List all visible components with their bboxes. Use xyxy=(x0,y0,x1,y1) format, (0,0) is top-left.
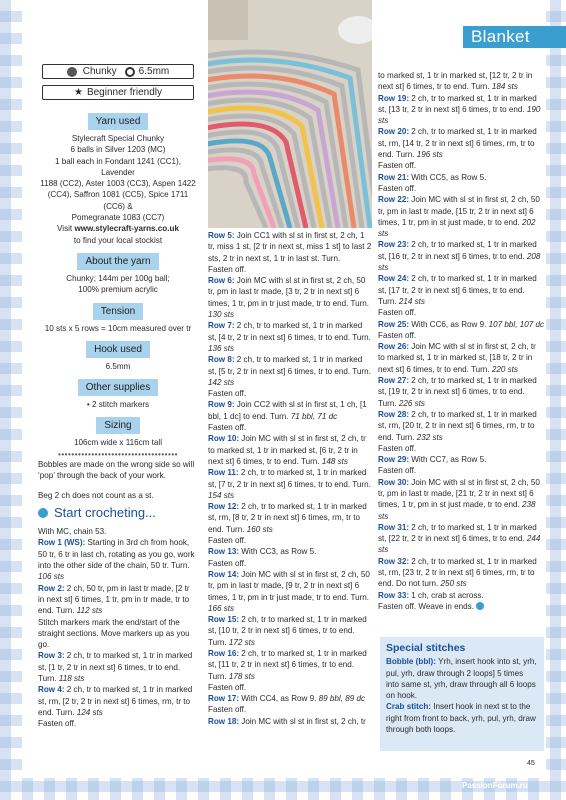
row-list xyxy=(378,70,544,612)
row-text: Join MC with sl st in first st, 2 ch, tr to marked st, 1 tr in marked st, [18 tr, 2 tr in next st] 6 times, tr to end. Turn. xyxy=(378,342,536,374)
instruction-row xyxy=(208,682,372,693)
yarn-website-link[interactable]: www.stylecraft-yarns.co.uk xyxy=(74,224,179,234)
row-text: With CC5, as Row 5. xyxy=(411,172,487,182)
instruction-row xyxy=(378,160,544,171)
row-label: Row 15: xyxy=(208,615,242,625)
stitch-count: 250 sts xyxy=(440,579,467,589)
row-label: Row 33: xyxy=(378,590,412,600)
stitch-count: 160 sts xyxy=(246,524,273,534)
yarn-line: Pomegranate 1083 (CC7) xyxy=(71,213,165,223)
instruction-row xyxy=(378,375,544,409)
row-label: Row 1 (WS): xyxy=(38,538,88,548)
instruction-row xyxy=(378,273,544,307)
stitch-count: 118 sts xyxy=(58,674,85,684)
row-text: Fasten off. xyxy=(208,682,247,692)
row-text: Fasten off. xyxy=(378,443,417,453)
row-text: 2 ch, tr to marked st, 1 tr in marked st, [13 tr, 2 tr in next st] 6 times, tr to end. xyxy=(378,93,537,114)
about-line: Chunky; 144m per 100g ball; xyxy=(66,273,170,283)
instruction-row xyxy=(378,307,544,318)
row-label: Row 8: xyxy=(208,355,237,365)
row-text: to marked st, 1 tr in marked st, [12 tr, 2 tr in next st] 6 times, tr to end. Turn. xyxy=(378,71,533,92)
instruction-row xyxy=(378,194,544,239)
row-text: 2 ch, tr to marked st, 1 tr in marked st, [1 tr, 2 tr in next st] 6 times, tr to end. Turn. xyxy=(38,651,193,684)
instruction-row xyxy=(38,526,198,537)
row-label: Row 24: xyxy=(378,274,412,284)
stitch-count: 154 sts xyxy=(208,490,235,500)
instruction-row xyxy=(208,614,372,648)
stitch-count: 214 sts xyxy=(398,296,425,306)
row-label: Row 7: xyxy=(208,321,237,331)
instruction-row xyxy=(38,718,198,729)
instruction-row xyxy=(208,320,372,354)
stitch-count: 184 sts xyxy=(491,82,518,92)
row-label: Row 3: xyxy=(38,651,67,661)
hook-icon xyxy=(125,67,135,77)
hook-text: 6.5mm xyxy=(105,361,131,371)
row-label: Row 10: xyxy=(208,434,242,444)
row-text: Fasten off. xyxy=(208,558,247,568)
instructions-column-2 xyxy=(208,230,372,727)
instructions-column-1 xyxy=(38,459,198,730)
stitch-count: 202 sts xyxy=(378,217,536,239)
stitch-count: 244 sts xyxy=(378,534,541,555)
instruction-row xyxy=(378,465,544,476)
row-label: Row 22: xyxy=(378,195,412,205)
instruction-row xyxy=(378,126,544,160)
row-label: Row 17: xyxy=(208,694,242,704)
row-label: Row 31: xyxy=(378,522,412,532)
instruction-row xyxy=(208,467,372,501)
row-text: 2 ch, tr to marked st, 1 tr in marked st, [7 tr, 2 tr in next st] 6 times, tr to end. Turn. xyxy=(208,468,371,489)
stitch-list xyxy=(386,656,538,735)
stitch-count: 71 bbl, 71 dc xyxy=(290,411,338,421)
instruction-row xyxy=(208,569,372,614)
row-text: Fasten off. xyxy=(208,705,247,715)
level: Beginner friendly xyxy=(86,86,162,98)
tension-text: 10 sts x 5 rows = 10cm measured over tr xyxy=(44,323,192,333)
stitch-count: 166 sts xyxy=(208,603,235,613)
blanket-photo xyxy=(208,0,372,228)
start-heading xyxy=(38,504,198,520)
row-label: Row 13: xyxy=(208,547,242,557)
dotted-divider: •••••••••••••••••••••••••••••••••••• xyxy=(57,449,178,459)
stitch-count: 196 sts xyxy=(416,150,443,160)
stitch-count: 172 sts xyxy=(228,637,255,647)
yarn-ball-icon xyxy=(67,67,77,77)
row-text: Fasten off. xyxy=(378,161,417,171)
instruction-row xyxy=(208,354,372,388)
sizing-heading: Sizing xyxy=(96,417,139,434)
instructions-column-3 xyxy=(378,70,544,612)
instruction-row xyxy=(208,535,372,546)
other-supplies-heading: Other supplies xyxy=(78,379,158,396)
row-label: Crab stitch: xyxy=(386,702,434,712)
special-stitches-box xyxy=(380,637,544,751)
page-title: Blanket xyxy=(463,26,566,48)
row-label: Row 11: xyxy=(208,468,241,478)
visit-prefix: Visit xyxy=(57,224,75,234)
yarn-weight: Chunky xyxy=(82,65,117,77)
visit-line xyxy=(38,223,198,234)
instruction-row xyxy=(378,409,544,443)
tension-heading: Tension xyxy=(93,303,143,320)
row-text: Starting in 3rd ch from hook, 50 tr, 6 tr in last ch, rotating as you go, work into the other side of the chain, 50 tr. Turn. xyxy=(38,538,195,571)
instruction-row xyxy=(378,556,544,590)
instruction-row xyxy=(208,264,372,275)
row-label: Row 25: xyxy=(378,319,412,329)
instruction-row xyxy=(378,330,544,341)
row-label: Row 29: xyxy=(378,455,412,465)
instruction-row xyxy=(378,590,544,601)
instruction-row xyxy=(386,656,538,701)
instruction-row xyxy=(208,704,372,715)
row-text: Join CC1 with sl st in first st, 2 ch, 1 tr, miss 1 st, [2 tr in next st, miss 1 st] to last 2 sts, 2 tr in next st, 1 tr in last st. Turn. xyxy=(208,231,372,263)
instruction-row xyxy=(38,617,198,651)
instruction-row xyxy=(378,477,544,522)
instruction-row xyxy=(378,172,544,183)
instruction-row xyxy=(378,601,544,612)
row-text: Join MC with sl st in first st, 2 ch, 50 tr, pm in last tr made, [21 tr, 2 tr in next st] 6 times, 1 tr, pm in st just made, tr to end. xyxy=(378,477,540,510)
row-text: With MC, chain 53. xyxy=(38,527,107,537)
row-text: 2 ch, tr to marked st, 1 tr in marked st, rm, [20 tr, 2 tr in next st] 6 times, rm, tr to end. Turn. xyxy=(378,409,537,442)
row-text: 2 ch, tr to marked st, 1 tr in marked st, [10 tr, 2 tr in next st] 6 times, tr to end. Turn. xyxy=(208,615,367,647)
instruction-row xyxy=(378,454,544,465)
instruction-row xyxy=(208,388,372,399)
instruction-row xyxy=(38,583,198,617)
sizing-text: 106cm wide x 116cm tall xyxy=(73,438,163,448)
row-text: 2 ch, tr to marked st, 1 tr in marked st, [5 tr, 2 tr in next st] 6 times, tr to end. Turn. xyxy=(208,355,371,376)
row-label: Row 9: xyxy=(208,400,237,410)
instruction-row xyxy=(38,537,198,582)
row-text: 2 ch, tr to marked st, 1 tr in marked st, rm, [14 tr, 2 tr in next st] 6 times, rm, tr to end. Turn. xyxy=(378,127,537,160)
intro-text: Beg 2 ch does not count as a st. xyxy=(38,490,154,500)
stitch-count: 106 sts xyxy=(38,572,65,582)
visit-suffix: to find your local stockist xyxy=(73,235,163,245)
special-stitches-title: Special stitches xyxy=(386,642,466,654)
watermark: PassionForum.ru xyxy=(462,781,528,790)
instruction-row xyxy=(208,648,372,682)
row-text: 2 ch, tr to marked st, 1 tr in marked st, [4 tr, 2 tr in next st] 6 times, tr to end. Turn. xyxy=(208,321,371,342)
yarn-line: 1188 (CC2), Aster 1003 (CC3), Aspen 1422 xyxy=(40,179,196,189)
stitch-count: 238 sts xyxy=(378,500,536,521)
stitch-count: 208 sts xyxy=(378,251,541,273)
hook-used-heading: Hook used xyxy=(86,341,150,358)
row-label: Row 28: xyxy=(378,409,412,419)
stitch-count: 142 sts xyxy=(208,377,235,387)
instruction-row xyxy=(378,93,544,127)
other-supplies-text: • 2 stitch markers xyxy=(86,400,150,410)
row-label: Row 20: xyxy=(378,127,412,137)
row-text: With CC3, as Row 5. xyxy=(241,547,317,557)
instruction-row xyxy=(378,319,544,330)
bullet-icon xyxy=(38,508,48,518)
row-text: Fasten off. xyxy=(38,719,77,729)
stitch-count: 190 sts xyxy=(378,104,541,126)
instruction-row xyxy=(378,522,544,556)
stitch-count: 226 sts xyxy=(398,398,425,408)
instruction-row xyxy=(208,501,372,535)
row-label: Row 2: xyxy=(38,583,67,593)
row-text: 2 ch, tr to marked st, 1 tr in marked st, [22 tr, 2 tr in next st] 6 times, tr to end. xyxy=(378,522,537,544)
row-text: Fasten off. Weave in ends. xyxy=(378,601,474,611)
instruction-row xyxy=(378,239,544,273)
row-text: Join MC with sl st in first st, 2 ch, 50 tr, pm in last tr made, [3 tr, 2 tr in next st] 6 times, 1 tr, pm in tr just made, tr to end. Turn. xyxy=(208,276,370,308)
row-label: Row 23: xyxy=(378,240,412,250)
stitch-count: 130 sts xyxy=(208,310,235,320)
row-label: Row 6: xyxy=(208,276,237,286)
yarn-weight-box xyxy=(42,64,194,79)
instruction-row xyxy=(38,650,198,684)
row-text: Yrh, insert hook into st, yrh, pul, yrh, draw through 2 loops] 5 times into same st, yrh, draw through all 6 loops on hook. xyxy=(386,657,537,701)
row-text: Fasten off. xyxy=(378,183,417,193)
row-text: Fasten off. xyxy=(208,264,247,274)
row-label: Row 18: xyxy=(208,716,242,726)
yarn-line: 1 ball each in Fondant 1241 (CC1), Lavender xyxy=(55,156,181,177)
row-list xyxy=(208,230,372,727)
instruction-row xyxy=(208,546,372,557)
start-heading-text: Start crocheting... xyxy=(54,504,156,520)
instruction-row xyxy=(378,70,544,93)
stitch-count: 112 sts xyxy=(76,606,103,616)
stitch-count: 136 sts xyxy=(208,343,235,353)
stitch-count: 178 sts xyxy=(228,671,255,681)
row-label: Row 26: xyxy=(378,342,412,352)
stitch-count: 232 sts xyxy=(416,432,443,442)
about-yarn-heading: About the yarn xyxy=(77,253,158,270)
row-label: Bobble (bbl): xyxy=(386,657,439,667)
instruction-row xyxy=(378,183,544,194)
row-text: Join MC with sl st in first st, 2 ch, 50 tr, pm in last tr made, [15 tr, 2 tr in next st] 6 times, 1 tr, pm in st just made, tr to end. xyxy=(378,195,540,227)
stitch-count: 107 bbl, 107 dc xyxy=(488,319,545,329)
row-text: Fasten off. xyxy=(378,466,417,476)
instruction-row xyxy=(208,716,372,727)
row-text: Fasten off. xyxy=(378,308,417,318)
row-list xyxy=(38,526,198,729)
row-label: Row 12: xyxy=(208,502,242,512)
stitch-count: 124 sts xyxy=(76,707,103,717)
about-line: 100% premium acrylic xyxy=(78,285,158,295)
yarn-line: Stylecraft Special Chunky xyxy=(71,134,165,143)
intro-text: Bobbles are made on the wrong side so will ‘pop’ through the back of your work. xyxy=(38,460,195,481)
row-text: Insert hook in next st to the right from front to back, yrh, pul, yrh, draw through both loops. xyxy=(386,702,536,735)
instruction-row xyxy=(38,684,198,718)
row-text: Fasten off. xyxy=(208,536,247,546)
instruction-row xyxy=(208,399,372,422)
yarn-line: 6 balls in Silver 1203 (MC) xyxy=(70,145,166,155)
page-number: 45 xyxy=(527,760,535,767)
instruction-row xyxy=(378,443,544,454)
row-label: Row 21: xyxy=(378,172,412,182)
row-text: Join CC2 with sl st in first st, 1 ch, [1 bbl, 1 dc] to end. Turn. xyxy=(208,400,367,421)
stitch-count: 220 sts xyxy=(491,364,518,374)
row-text: With CC4, as Row 9. xyxy=(241,694,319,704)
row-text: 2 ch, tr to marked st, 1 tr in marked st, [11 tr, 2 tr in next st] 6 times, tr to end. Turn. xyxy=(208,648,367,681)
instruction-row xyxy=(208,275,372,320)
stitch-count: 89 bbl, 89 dc xyxy=(318,694,366,704)
yarn-line: (CC4), Saffron 1081 (CC5), Spice 1711 (CC6) & xyxy=(47,190,189,211)
row-text: Fasten off. xyxy=(208,389,247,399)
row-label: Row 32: xyxy=(378,556,412,566)
row-text: 2 ch, tr to marked st, 1 tr in marked st, rm, [2 tr, 2 tr in next st] 6 times, rm, tr to end. Turn. xyxy=(38,685,193,717)
row-text: 2 ch, tr to marked st, 1 tr in marked st, [19 tr, 2 tr in next st] 6 times, tr to end. Turn. xyxy=(378,376,537,408)
row-label: Row 19: xyxy=(378,93,412,103)
row-label: Row 16: xyxy=(208,648,242,658)
row-text: Fasten off. xyxy=(208,423,247,433)
row-label: Row 4: xyxy=(38,685,67,695)
row-text: With CC7, as Row 5. xyxy=(411,455,487,465)
instruction-row xyxy=(208,558,372,569)
hook-size: 6.5mm xyxy=(138,65,170,77)
star-icon: ★ xyxy=(73,86,83,98)
instruction-row xyxy=(386,701,538,735)
row-text: 2 ch, tr to marked st, 1 tr in marked st, [16 tr, 2 tr in next st] 6 times, tr to end. xyxy=(378,240,537,261)
level-box xyxy=(42,85,194,100)
row-text: Stitch markers mark the end/start of the straight sections. Move markers up as you go. xyxy=(38,617,190,650)
row-text: Join MC with sl st in first st, 2 ch, tr xyxy=(241,716,366,726)
row-text: 2 ch, tr to marked st, 1 tr in marked st, rm, [23 tr, 2 tr in next st] 6 times, rm, tr to end. Do not turn. xyxy=(378,556,537,589)
stitch-count: 148 sts xyxy=(321,456,348,466)
instruction-row xyxy=(208,230,372,264)
row-label: Row 5: xyxy=(208,231,237,240)
row-text: Fasten off. xyxy=(378,330,417,340)
row-text: Join MC with sl st in first st, 2 ch, 50 tr, pm in last tr made, [9 tr, 2 tr in next st] 6 times, 1 tr, pm in tr just made, tr to end. Turn. xyxy=(208,569,370,602)
instruction-row xyxy=(208,422,372,433)
yarn-used-heading: Yarn used xyxy=(88,113,149,130)
row-label: Row 27: xyxy=(378,376,412,386)
row-text: 2 ch, tr to marked st, 1 tr in marked st, [17 tr, 2 tr in next st] 6 times, tr to end. Turn. xyxy=(378,274,537,306)
row-text: 1 ch, crab st across. xyxy=(411,590,484,600)
row-text: With CC6, as Row 9. xyxy=(411,319,489,329)
info-panel xyxy=(38,64,198,460)
row-text: 2 ch, 50 tr, pm in last tr made, [2 tr in next st] 6 times, 1 tr, pm in tr made, tr to end. Turn. xyxy=(38,583,190,616)
row-label: Row 14: xyxy=(208,569,242,579)
row-label: Row 30: xyxy=(378,477,412,487)
instruction-row xyxy=(208,693,372,704)
row-text: 2 ch, tr to marked st, 1 tr in marked st, rm, [8 tr, 2 tr in next st] 6 times, rm, tr to end. Turn. xyxy=(208,502,367,534)
end-marker-icon xyxy=(476,602,484,610)
row-text: Join MC with sl st in first st, 2 ch, tr to marked st, 1 tr in marked st, [6 tr, 2 tr in next st] 6 times, tr to end. Turn. xyxy=(208,434,366,466)
instruction-row xyxy=(378,341,544,375)
instruction-row xyxy=(208,433,372,467)
